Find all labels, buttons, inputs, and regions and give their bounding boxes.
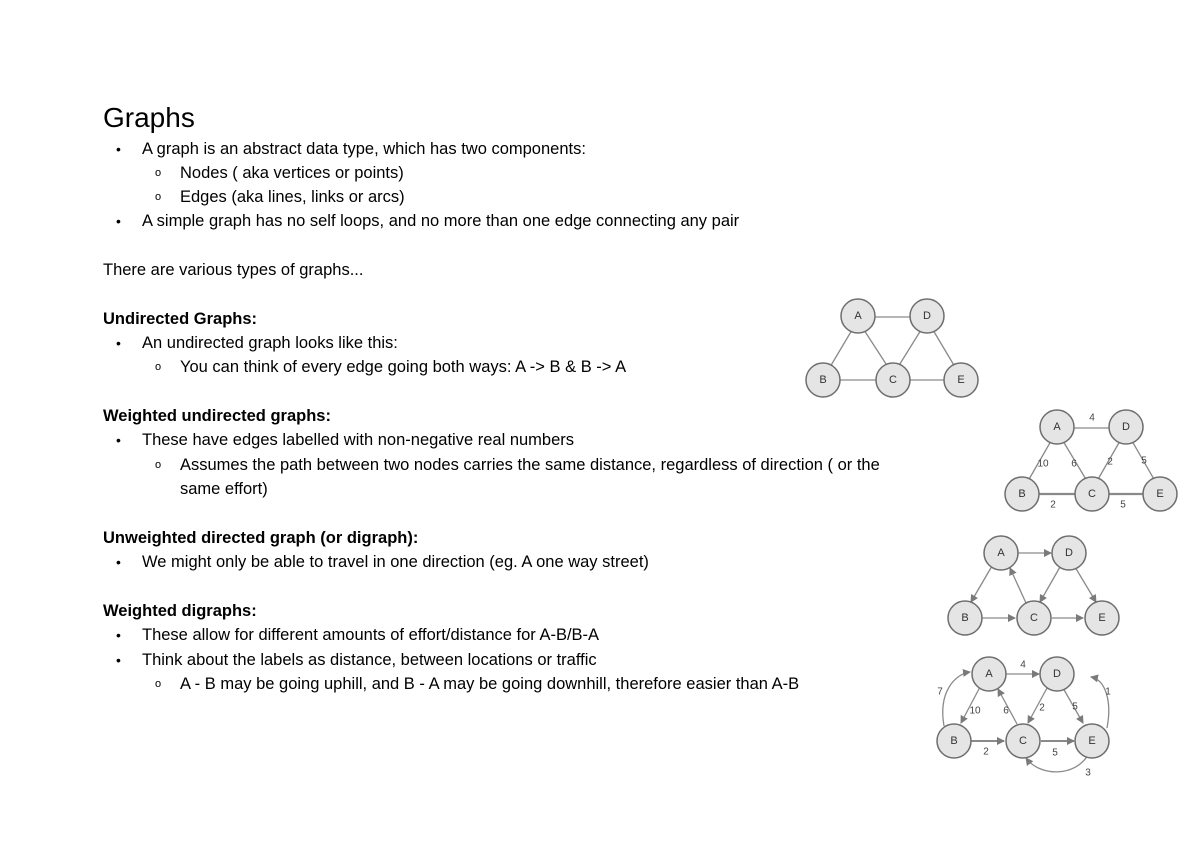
weight-a-d: 4 bbox=[1089, 412, 1095, 424]
bullet-glyph: • bbox=[116, 432, 121, 448]
weight-d-c: 2 bbox=[1039, 702, 1045, 714]
unweighted-directed-graph-figure bbox=[940, 532, 1130, 640]
intro-sub-bullet-edges: Edges (aka lines, links or arcs) bbox=[180, 188, 405, 206]
weighted-undirected-sub-bullet-1a: Assumes the path between two nodes carries the same distance, regardless of direction ( or the bbox=[180, 456, 880, 474]
intro-bullet-1: A graph is an abstract data type, which has two components: bbox=[142, 140, 586, 158]
weight-a-b: 10 bbox=[969, 705, 981, 717]
node-c-label: C bbox=[1019, 735, 1027, 747]
bullet-glyph: • bbox=[116, 335, 121, 351]
weighted-undirected-heading: Weighted undirected graphs: bbox=[103, 407, 331, 425]
undirected-graph-figure bbox=[800, 292, 985, 400]
bullet-glyph: • bbox=[116, 652, 121, 668]
weighted-digraph-figure bbox=[930, 652, 1120, 782]
node-e bbox=[944, 363, 978, 397]
node-c bbox=[876, 363, 910, 397]
node-b-label: B bbox=[950, 735, 958, 747]
node-b-label: B bbox=[1018, 488, 1026, 500]
node-d-label: D bbox=[1053, 668, 1061, 680]
weighted-digraphs-sub-bullet-1: A - B may be going uphill, and B - A may be going downhill, therefore easier than A-B bbox=[180, 675, 800, 693]
node-d bbox=[1040, 657, 1074, 691]
node-b bbox=[937, 724, 971, 758]
weight-a-b: 10 bbox=[1037, 458, 1049, 470]
node-e-label: E bbox=[957, 374, 965, 386]
node-e-label: E bbox=[1098, 612, 1106, 624]
weight-b-c: 2 bbox=[983, 746, 989, 758]
node-a-label: A bbox=[997, 547, 1005, 559]
weighted-digraphs-bullet-1: These allow for different amounts of effort/distance for A-B/B-A bbox=[142, 626, 600, 644]
intro-bullet-2: A simple graph has no self loops, and no more than one edge connecting any pair bbox=[142, 212, 740, 230]
undirected-bullet-1: An undirected graph looks like this: bbox=[142, 334, 398, 352]
weight-b-a: 7 bbox=[937, 686, 943, 698]
node-d bbox=[910, 299, 944, 333]
node-a bbox=[984, 536, 1018, 570]
weighted-undirected-graph-figure bbox=[1000, 405, 1185, 515]
bullet-glyph: • bbox=[116, 554, 121, 570]
node-b-label: B bbox=[961, 612, 969, 624]
weight-e-c: 3 bbox=[1085, 767, 1091, 779]
unweighted-directed-heading: Unweighted directed graph (or digraph): bbox=[103, 529, 419, 547]
node-b bbox=[948, 601, 982, 635]
weight-d-c: 2 bbox=[1107, 456, 1113, 468]
weight-e-d: 1 bbox=[1105, 686, 1111, 698]
undirected-sub-bullet-1: You can think of every edge going both ways: A -> B & B -> A bbox=[180, 358, 627, 376]
node-a-label: A bbox=[985, 668, 993, 680]
weight-a-c: 6 bbox=[1071, 458, 1077, 470]
weight-c-a: 6 bbox=[1003, 705, 1009, 717]
sub-bullet-glyph: o bbox=[155, 678, 162, 690]
node-d bbox=[1109, 410, 1143, 444]
weighted-digraphs-bullet-2: Think about the labels as distance, between locations or traffic bbox=[142, 651, 597, 669]
intro-sub-bullet-nodes: Nodes ( aka vertices or points) bbox=[180, 164, 404, 182]
node-c bbox=[1075, 477, 1109, 511]
sub-bullet-glyph: o bbox=[155, 361, 162, 373]
weighted-undirected-sub-bullet-1b: same effort) bbox=[180, 480, 268, 498]
node-a-label: A bbox=[1053, 421, 1061, 433]
weight-d-e: 5 bbox=[1072, 701, 1078, 713]
node-d-label: D bbox=[1122, 421, 1130, 433]
node-c bbox=[1017, 601, 1051, 635]
weight-c-e: 5 bbox=[1052, 747, 1058, 759]
types-intro: There are various types of graphs... bbox=[103, 261, 364, 279]
weight-c-e: 5 bbox=[1120, 499, 1126, 511]
node-a-label: A bbox=[854, 310, 862, 322]
node-b bbox=[806, 363, 840, 397]
node-c-label: C bbox=[1030, 612, 1038, 624]
node-d-label: D bbox=[923, 310, 931, 322]
sub-bullet-glyph: o bbox=[155, 191, 162, 203]
bullet-glyph: • bbox=[116, 627, 121, 643]
node-c-label: C bbox=[1088, 488, 1096, 500]
weighted-undirected-bullet-1: These have edges labelled with non-negative real numbers bbox=[142, 431, 575, 449]
node-b bbox=[1005, 477, 1039, 511]
node-a bbox=[972, 657, 1006, 691]
node-c bbox=[1006, 724, 1040, 758]
node-a bbox=[1040, 410, 1074, 444]
node-b-label: B bbox=[819, 374, 827, 386]
node-c-label: C bbox=[889, 374, 897, 386]
weight-a-d: 4 bbox=[1020, 659, 1026, 671]
node-e-label: E bbox=[1088, 735, 1096, 747]
weight-d-e: 5 bbox=[1141, 455, 1147, 467]
node-a bbox=[841, 299, 875, 333]
bullet-glyph: • bbox=[116, 213, 121, 229]
sub-bullet-glyph: o bbox=[155, 459, 162, 471]
node-e bbox=[1143, 477, 1177, 511]
unweighted-directed-bullet-1: We might only be able to travel in one direction (eg. A one way street) bbox=[142, 553, 649, 571]
node-e-label: E bbox=[1156, 488, 1164, 500]
undirected-heading: Undirected Graphs: bbox=[103, 310, 258, 328]
node-d bbox=[1052, 536, 1086, 570]
node-e bbox=[1085, 601, 1119, 635]
node-e bbox=[1075, 724, 1109, 758]
bullet-glyph: • bbox=[116, 141, 121, 157]
weighted-digraphs-heading: Weighted digraphs: bbox=[103, 602, 257, 620]
page-title: Graphs bbox=[103, 102, 195, 133]
node-d-label: D bbox=[1065, 547, 1073, 559]
weight-b-c: 2 bbox=[1050, 499, 1056, 511]
sub-bullet-glyph: o bbox=[155, 167, 162, 179]
